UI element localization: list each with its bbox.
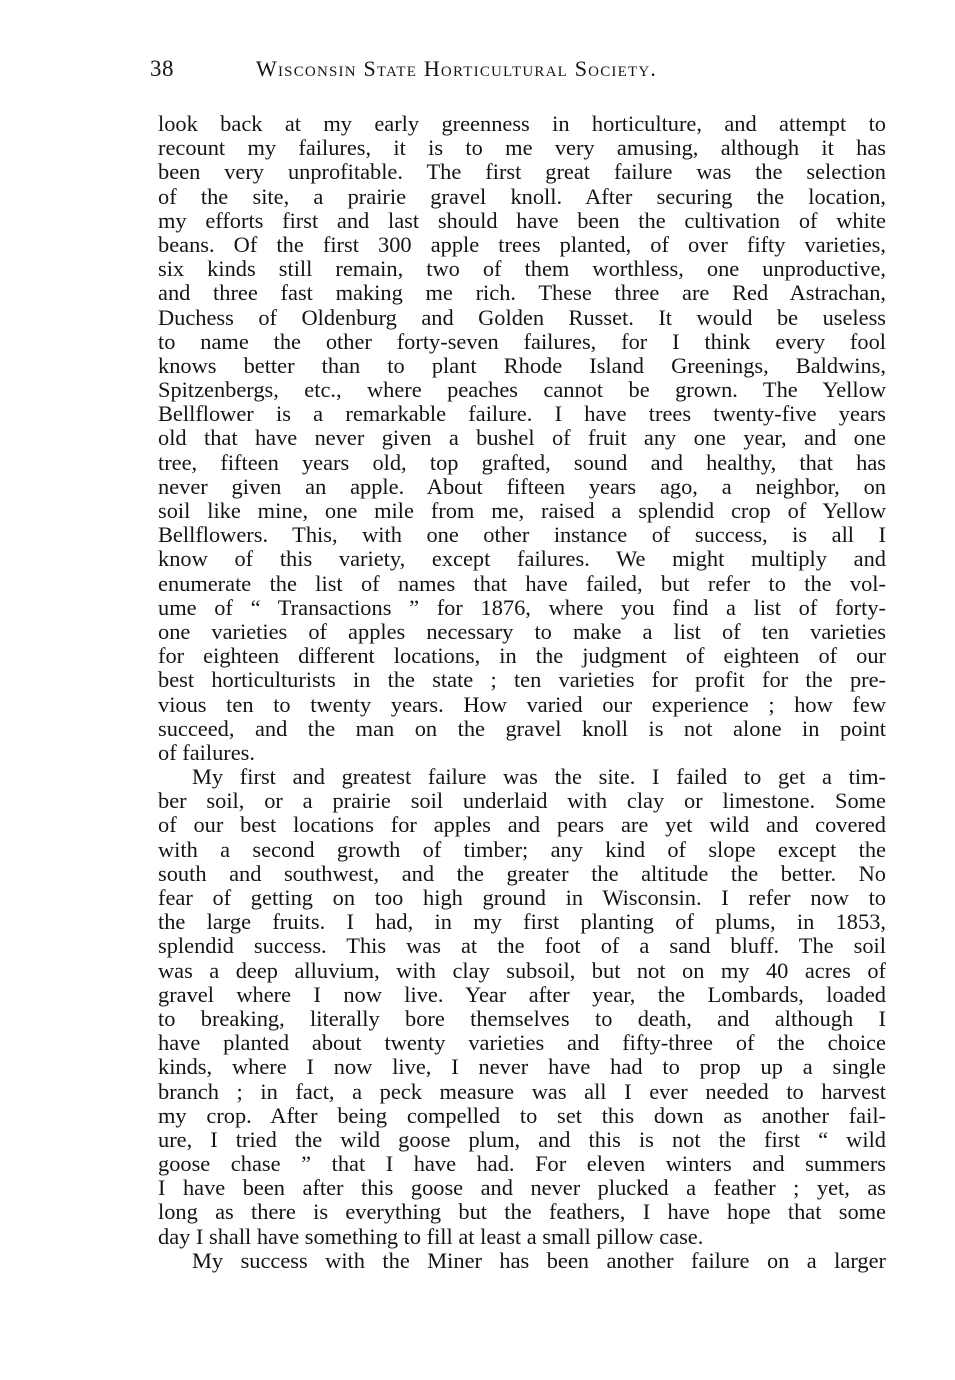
text-line: splendid success. This was at the foot of a sand bluff. The soil [158,933,886,959]
text-line: tree, fifteen years old, top grafted, sound and healthy, that has [158,449,886,475]
text-line: six kinds still remain, two of them worthless, one unproductive, [158,256,886,282]
text-line: recount my failures, it is to me very amusing, although it has [158,135,886,161]
text-line: ure, I tried the wild goose plum, and this is not the first “ wild [158,1126,886,1152]
text-line: branch ; in fact, a peck measure was all I ever needed to harvest [158,1078,886,1104]
text-line: succeed, and the man on the gravel knoll is not alone in point [158,715,886,741]
text-line: and three fast making me rich. These three are Red Astrachan, [158,280,886,306]
text-line: of the site, a prairie gravel knoll. After securing the location, [158,183,886,209]
text-line: one varieties of apples necessary to make a list of ten varieties [158,618,886,644]
text-line: long as there is everything but the feathers, I have hope that some [158,1199,886,1225]
text-line: Bellflowers. This, with one other instance of success, is all I [158,522,886,548]
page-header [150,56,790,86]
text-line: fear of getting on too high ground in Wisconsin. I refer now to [158,885,886,910]
text-line: never given an apple. About fifteen years ago, a neighbor, on [158,473,886,499]
text-line: gravel where I now live. Year after year, the Lombards, loaded [158,981,886,1007]
text-line: Duchess of Oldenburg and Golden Russet. It would be useless [158,304,886,330]
text-line: My success with the Miner has been another failure on a larger [192,1247,886,1273]
text-line: my crop. After being compelled to set this down as another fail- [158,1102,886,1128]
text-line: to name the other forty-seven failures, for I think every fool [158,328,886,354]
text-line: for eighteen different locations, in the judgment of eighteen of our [158,643,886,669]
text-line: vious ten to twenty years. How varied our experience ; how few [158,691,886,717]
text-line: I have been after this goose and never plucked a feather ; yet, as [158,1175,886,1201]
text-line: old that have never given a bushel of fruit any one year, and one [158,425,886,451]
text-line: with a second growth of timber; any kind of slope except the [158,836,886,862]
text-line: my efforts first and last should have been the cultivation of white [158,207,886,233]
text-line: day I shall have something to fill at least a small pillow case. [158,1223,704,1249]
text-line: the large fruits. I had, in my first planting of plums, in 1853, [158,909,886,935]
text-line: to breaking, literally bore themselves to death, and although I [158,1005,886,1031]
text-line: ber soil, or a prairie soil underlaid with clay or limestone. Some [158,788,886,814]
running-head: Wisconsin State Horticultural Society. [256,56,658,81]
body-text [158,112,886,1273]
text-line: Bellflower is a remarkable failure. I have trees twenty-five years [158,401,886,427]
text-line: soil like mine, one mile from me, raised a splendid crop of Yellow [158,498,886,523]
text-line: been very unprofitable. The first great failure was the selection [158,159,886,185]
text-line: of failures. [158,739,255,765]
text-line: ume of “ Transactions ” for 1876, where you find a list of forty- [158,594,886,620]
text-line: of our best locations for apples and pears are yet wild and covered [158,812,886,838]
text-line: was a deep alluvium, with clay subsoil, but not on my 40 acres of [158,957,886,983]
text-line: Spitzenbergs, etc., where peaches cannot be grown. The Yellow [158,377,886,403]
text-line: kinds, where I now live, I never have had to prop up a single [158,1054,886,1080]
text-line: have planted about twenty varieties and fifty-three of the choice [158,1030,886,1056]
text-line: know of this variety, except failures. We might multiply and [158,546,886,572]
text-line: enumerate the list of names that have failed, but refer to the vol- [158,570,886,596]
text-line: knows better than to plant Rhode Island Greenings, Baldwins, [158,352,886,378]
text-line: best horticulturists in the state ; ten varieties for profit for the pre- [158,667,886,693]
text-line: goose chase ” that I have had. For eleven winters and summers [158,1151,886,1177]
text-line: look back at my early greenness in horticulture, and attempt to [158,111,886,136]
text-line: south and southwest, and the greater the altitude the better. No [158,860,886,886]
text-line: beans. Of the first 300 apple trees planted, of over fifty varieties, [158,231,886,257]
text-line: My first and greatest failure was the site. I failed to get a tim- [192,764,886,790]
page-number: 38 [150,56,174,81]
